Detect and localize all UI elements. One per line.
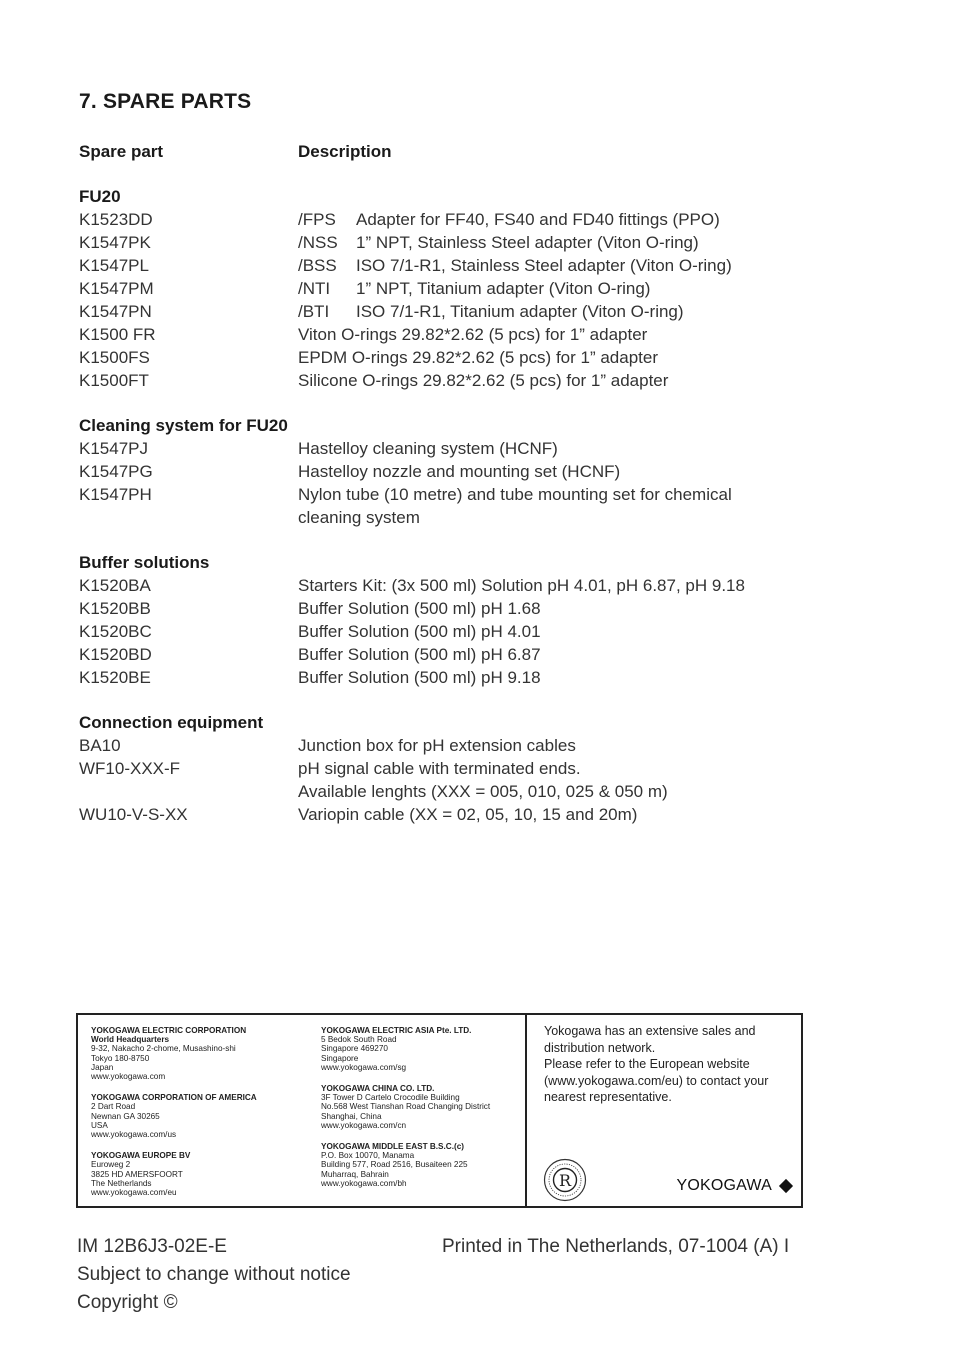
part-row	[79, 346, 799, 369]
copyright: Copyright ©	[77, 1292, 178, 1313]
part-row	[79, 620, 799, 643]
part-code: K1523DD	[79, 210, 153, 229]
address-line: 3F Tower D Cartelo Crocodile Building	[321, 1093, 460, 1103]
address-line: Singapore 469270	[321, 1044, 388, 1054]
network-text-line: (www.yokogawa.com/eu) to contact your	[544, 1073, 769, 1088]
part-row	[79, 323, 799, 346]
contact-box	[76, 1013, 803, 1208]
address-line: Euroweg 2	[91, 1160, 131, 1170]
office-name: YOKOGAWA ELECTRIC CORPORATION	[91, 1026, 247, 1035]
network-text-line: Please refer to the European website	[544, 1057, 750, 1071]
page-title: 7. SPARE PARTS	[79, 90, 252, 113]
description-line: Variopin cable (XX = 02, 05, 10, 15 and 20m)	[298, 805, 638, 824]
description-line: Hastelloy cleaning system (HCNF)	[298, 439, 558, 458]
part-row	[79, 460, 799, 483]
part-row	[79, 757, 799, 803]
description-line: Buffer Solution (500 ml) pH 9.18	[298, 668, 541, 687]
office-name: YOKOGAWA ELECTRIC ASIA Pte. LTD.	[321, 1026, 472, 1035]
part-suffix: /FPS	[298, 210, 336, 229]
description-line: ISO 7/1-R1, Titanium adapter (Viton O-ring)	[356, 302, 684, 321]
address-line: 2 Dart Road	[91, 1102, 136, 1112]
description-line: Buffer Solution (500 ml) pH 6.87	[298, 645, 541, 664]
part-description	[298, 734, 799, 757]
part-row	[79, 666, 799, 689]
address-line: 5 Bedok South Road	[321, 1035, 397, 1045]
part-description	[298, 254, 799, 277]
part-row	[79, 574, 799, 597]
part-code: K1500FS	[79, 348, 150, 367]
part-row	[79, 369, 799, 392]
office-name: YOKOGAWA MIDDLE EAST B.S.C.(c)	[321, 1142, 464, 1152]
part-row	[79, 803, 799, 826]
change-notice: Subject to change without notice	[77, 1264, 351, 1285]
office-name: YOKOGAWA CORPORATION OF AMERICA	[91, 1093, 257, 1103]
network-text-line: nearest representative.	[544, 1090, 672, 1104]
part-suffix: /NTI	[298, 279, 331, 298]
part-description	[298, 460, 799, 483]
address-line: Tokyo 180-8750	[91, 1053, 150, 1063]
description-line: cleaning system	[298, 508, 420, 527]
address-line: www.yokogawa.com/us	[91, 1130, 177, 1140]
part-row	[79, 277, 799, 300]
part-description	[298, 346, 799, 369]
header-description: Description	[298, 142, 392, 161]
description-line: Viton O-rings 29.82*2.62 (5 pcs) for 1” adapter	[298, 325, 648, 344]
address-line: 9-32, Nakacho 2-chome, Musashino-shi	[91, 1044, 236, 1054]
part-description	[298, 483, 799, 529]
part-code: K1547PG	[79, 462, 153, 481]
part-row	[79, 483, 799, 529]
address-line: www.yokogawa.com/cn	[321, 1120, 407, 1130]
part-description	[298, 300, 799, 323]
part-row	[79, 437, 799, 460]
part-code: K1547PN	[79, 302, 152, 321]
part-description	[298, 277, 799, 300]
address-line: Building 577, Road 2516, Busaiteen 225	[321, 1160, 468, 1170]
office-address	[91, 1026, 308, 1081]
seal-letter: R	[558, 1171, 572, 1190]
part-description	[298, 231, 799, 254]
parts-section	[79, 711, 799, 826]
address-line: www.yokogawa.com/bh	[321, 1178, 407, 1188]
address-line: www.yokogawa.com/sg	[321, 1062, 407, 1072]
address-line: 3825 HD AMERSFOORT	[91, 1169, 183, 1179]
address-line: Newnan GA 30265	[91, 1111, 160, 1121]
network-column	[527, 1015, 801, 1206]
part-description	[298, 323, 799, 346]
office-address	[321, 1142, 525, 1188]
part-code: K1547PJ	[79, 439, 148, 458]
part-suffix: /BTI	[298, 302, 330, 321]
part-row	[79, 231, 799, 254]
part-code: K1520BD	[79, 645, 152, 664]
part-description	[298, 208, 799, 231]
part-description	[298, 437, 799, 460]
office-name: YOKOGAWA EUROPE BV	[91, 1151, 191, 1161]
part-description	[298, 597, 799, 620]
part-suffix: /NSS	[298, 233, 338, 252]
description-line: Nylon tube (10 metre) and tube mounting set for chemical	[298, 485, 732, 504]
description-line: Junction box for pH extension cables	[298, 736, 576, 755]
table-header	[79, 140, 799, 163]
part-suffix: /BSS	[298, 256, 337, 275]
yokogawa-logo	[676, 1177, 791, 1195]
offices-column-2	[308, 1015, 527, 1206]
part-code: K1500 FR	[79, 325, 156, 344]
description-line: Starters Kit: (3x 500 ml) Solution pH 4.01, pH 6.87, pH 9.18	[298, 576, 745, 595]
description-line: ISO 7/1-R1, Stainless Steel adapter (Viton O-ring)	[356, 256, 732, 275]
description-line: Buffer Solution (500 ml) pH 1.68	[298, 599, 541, 618]
part-code: WF10-XXX-F	[79, 759, 181, 778]
address-line: Muharraq, Bahrain	[321, 1169, 389, 1179]
part-code: K1500FT	[79, 371, 149, 390]
part-description	[298, 574, 799, 597]
address-line: www.yokogawa.com	[91, 1072, 166, 1082]
part-code: K1547PM	[79, 279, 154, 298]
section-title: FU20	[79, 187, 121, 206]
section-title: Buffer solutions	[79, 553, 210, 572]
office-address	[91, 1151, 308, 1197]
description-line: Buffer Solution (500 ml) pH 4.01	[298, 622, 541, 641]
part-description	[298, 620, 799, 643]
address-line: P.O. Box 10070, Manama	[321, 1151, 415, 1161]
part-row	[79, 734, 799, 757]
sections	[79, 185, 799, 826]
address-line: www.yokogawa.com/eu	[91, 1188, 177, 1198]
print-info: Printed in The Netherlands, 07-1004 (A) I	[442, 1236, 790, 1257]
part-code: K1520BE	[79, 668, 151, 687]
section-title: Cleaning system for FU20	[79, 416, 288, 435]
network-text	[544, 1023, 791, 1106]
office-address	[321, 1084, 525, 1130]
offices-column-1	[78, 1015, 308, 1206]
part-description	[298, 369, 799, 392]
part-row	[79, 300, 799, 323]
part-code: BA10	[79, 736, 121, 755]
description-line: 1” NPT, Titanium adapter (Viton O-ring)	[356, 279, 651, 298]
address-line: Singapore	[321, 1053, 359, 1063]
office-subtitle: World Headquarters	[91, 1035, 170, 1045]
network-text-line: Yokogawa has an extensive sales and	[544, 1024, 756, 1038]
part-code: K1547PK	[79, 233, 151, 252]
part-row	[79, 254, 799, 277]
address-line: USA	[91, 1120, 108, 1130]
part-code: K1547PL	[79, 256, 149, 275]
part-row	[79, 208, 799, 231]
description-line: 1” NPT, Stainless Steel adapter (Viton O-ring)	[356, 233, 699, 252]
description-line: Silicone O-rings 29.82*2.62 (5 pcs) for 1” adapter	[298, 371, 669, 390]
description-line: Available lenghts (XXX = 005, 010, 025 & 050 m)	[298, 782, 668, 801]
network-text-line: distribution network.	[544, 1040, 656, 1055]
header-spare-part: Spare part	[79, 142, 164, 161]
office-address	[91, 1093, 308, 1139]
part-code: K1520BA	[79, 576, 151, 595]
brand-name: YOKOGAWA	[676, 1177, 772, 1195]
address-line: Japan	[91, 1062, 114, 1072]
part-description	[298, 643, 799, 666]
office-name: YOKOGAWA CHINA CO. LTD.	[321, 1084, 435, 1094]
part-description	[298, 803, 799, 826]
part-row	[79, 643, 799, 666]
address-line: The Netherlands	[91, 1178, 152, 1188]
description-line: pH signal cable with terminated ends.	[298, 759, 581, 778]
part-code: K1547PH	[79, 485, 152, 504]
parts-section	[79, 414, 799, 529]
spare-parts-table	[79, 140, 799, 826]
office-address	[321, 1026, 525, 1072]
address-line: Shanghai, China	[321, 1111, 382, 1121]
part-code: K1520BC	[79, 622, 152, 641]
description-line: Hastelloy nozzle and mounting set (HCNF)	[298, 462, 621, 481]
section-title: Connection equipment	[79, 713, 264, 732]
part-description	[298, 757, 799, 803]
diamond-icon	[779, 1179, 793, 1193]
parts-section	[79, 551, 799, 689]
certification-seal-icon	[543, 1158, 587, 1202]
parts-section	[79, 185, 799, 392]
address-line: No.568 West Tianshan Road Changing District	[321, 1102, 491, 1112]
description-line: Adapter for FF40, FS40 and FD40 fittings (PPO)	[356, 210, 720, 229]
part-description	[298, 666, 799, 689]
description-line: EPDM O-rings 29.82*2.62 (5 pcs) for 1” adapter	[298, 348, 658, 367]
document-number: IM 12B6J3-02E-E	[77, 1236, 227, 1257]
part-code: WU10-V-S-XX	[79, 805, 188, 824]
part-code: K1520BB	[79, 599, 151, 618]
document-footer	[77, 1233, 807, 1317]
part-row	[79, 597, 799, 620]
